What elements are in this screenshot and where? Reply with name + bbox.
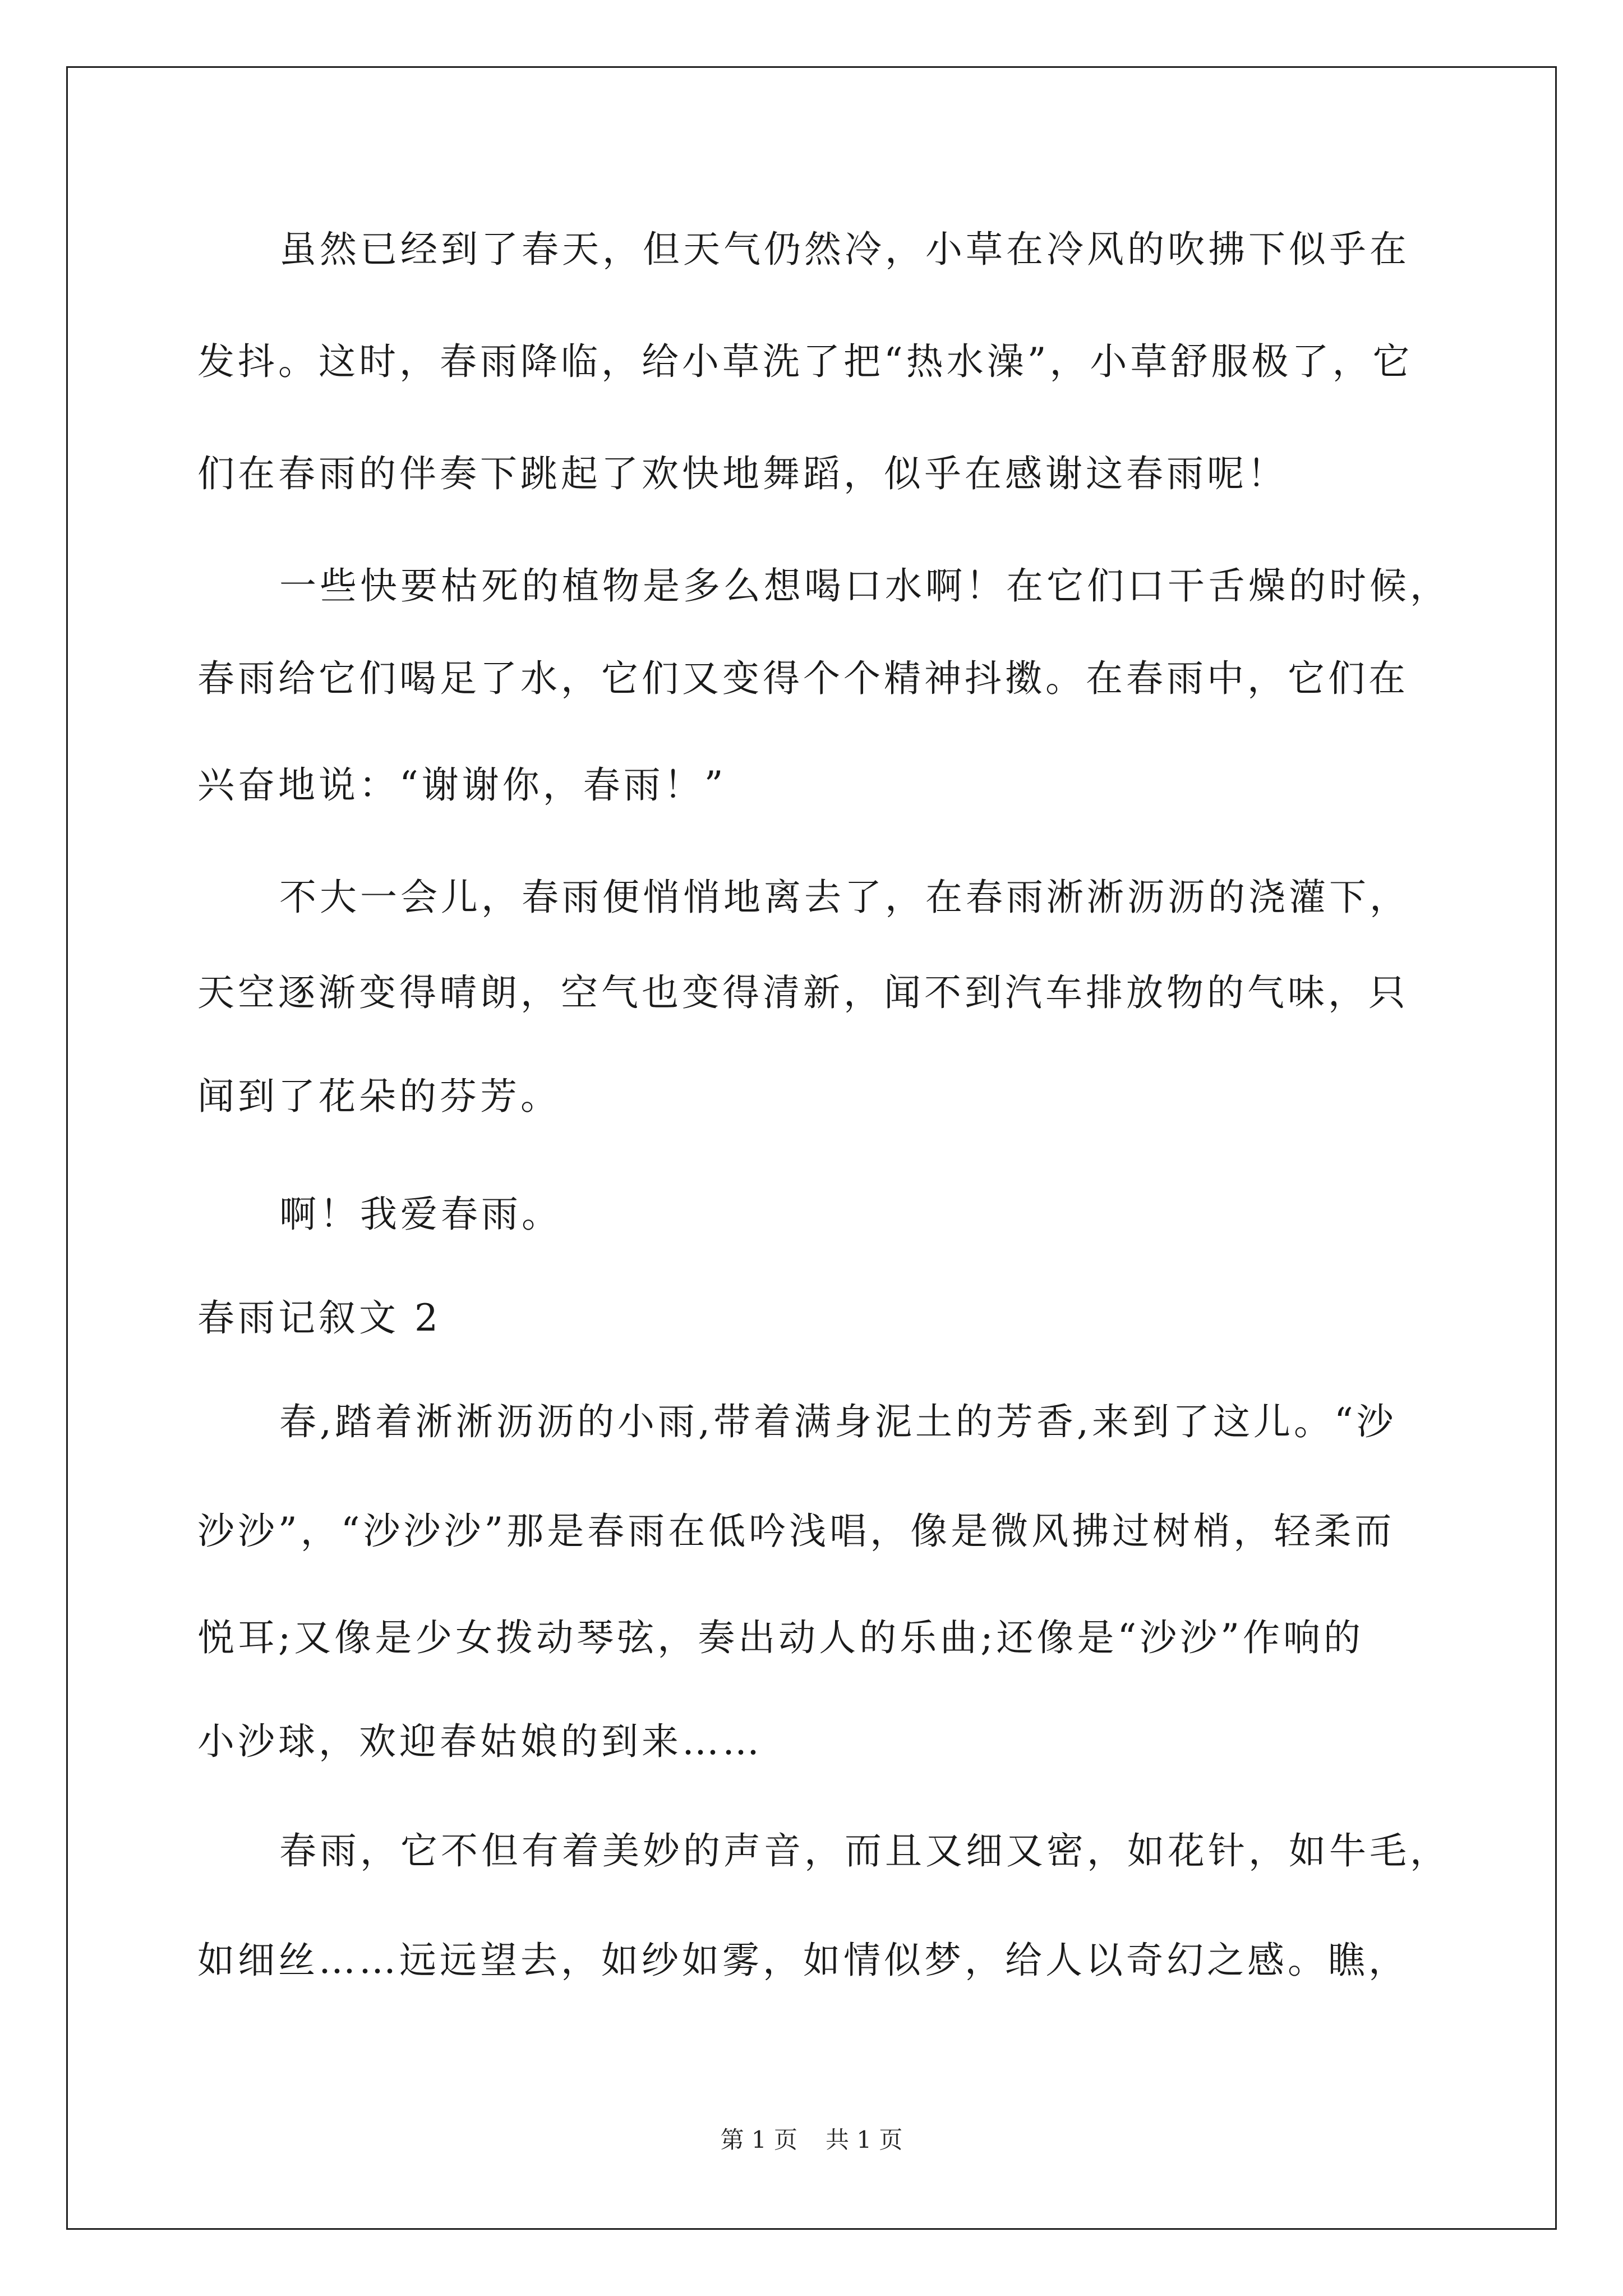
page-border xyxy=(66,66,1557,2230)
text-line-9: 闻到了花朵的芬芳。 xyxy=(197,1075,561,1118)
text-line-2: 发抖。这时，春雨降临，给小草洗了把“热水澡”，小草舒服极了，它 xyxy=(197,340,1413,383)
text-line-12: 春,踏着淅淅沥沥的小雨,带着满身泥土的芳香,来到了这儿。“沙 xyxy=(279,1400,1397,1443)
text-line-8: 天空逐渐变得晴朗，空气也变得清新，闻不到汽车排放物的气味，只 xyxy=(197,971,1409,1014)
text-line-17: 如细丝……远远望去，如纱如雾，如情似梦，给人以奇幻之感。瞧， xyxy=(197,1939,1409,1982)
text-line-7: 不大一会儿，春雨便悄悄地离去了，在春雨淅淅沥沥的浇灌下， xyxy=(279,876,1410,919)
text-line-3: 们在春雨的伴奏下跳起了欢快地舞蹈，似乎在感谢这春雨呢！ xyxy=(197,452,1288,495)
page-number-label: 第 1 页 xyxy=(720,2126,797,2154)
text-line-5: 春雨给它们喝足了水，它们又变得个个精神抖擞。在春雨中，它们在 xyxy=(197,657,1409,700)
text-line-1: 虽然已经到了春天，但天气仍然冷，小草在冷风的吹拂下似乎在 xyxy=(279,228,1410,271)
text-line-14: 悦耳;又像是少女拨动琴弦，奏出动人的乐曲;还像是“沙沙”作响的 xyxy=(197,1616,1364,1659)
text-line-13: 沙沙”，“沙沙沙”那是春雨在低吟浅唱，像是微风拂过树梢，轻柔而 xyxy=(197,1510,1395,1553)
text-line-16: 春雨，它不但有着美妙的声音，而且又细又密，如花针，如牛毛， xyxy=(279,1829,1450,1872)
section-heading: 春雨记叙文 2 xyxy=(197,1296,441,1340)
text-line-10: 啊！我爱春雨。 xyxy=(279,1193,562,1236)
text-line-15: 小沙球，欢迎春姑娘的到来…… xyxy=(197,1720,763,1763)
text-line-6: 兴奋地说：“谢谢你，春雨！” xyxy=(197,763,727,807)
text-line-4: 一些快要枯死的植物是多么想喝口水啊！在它们口干舌燥的时候， xyxy=(279,564,1450,608)
page-footer xyxy=(0,2126,1623,2154)
page-total-label: 共 1 页 xyxy=(826,2126,903,2154)
